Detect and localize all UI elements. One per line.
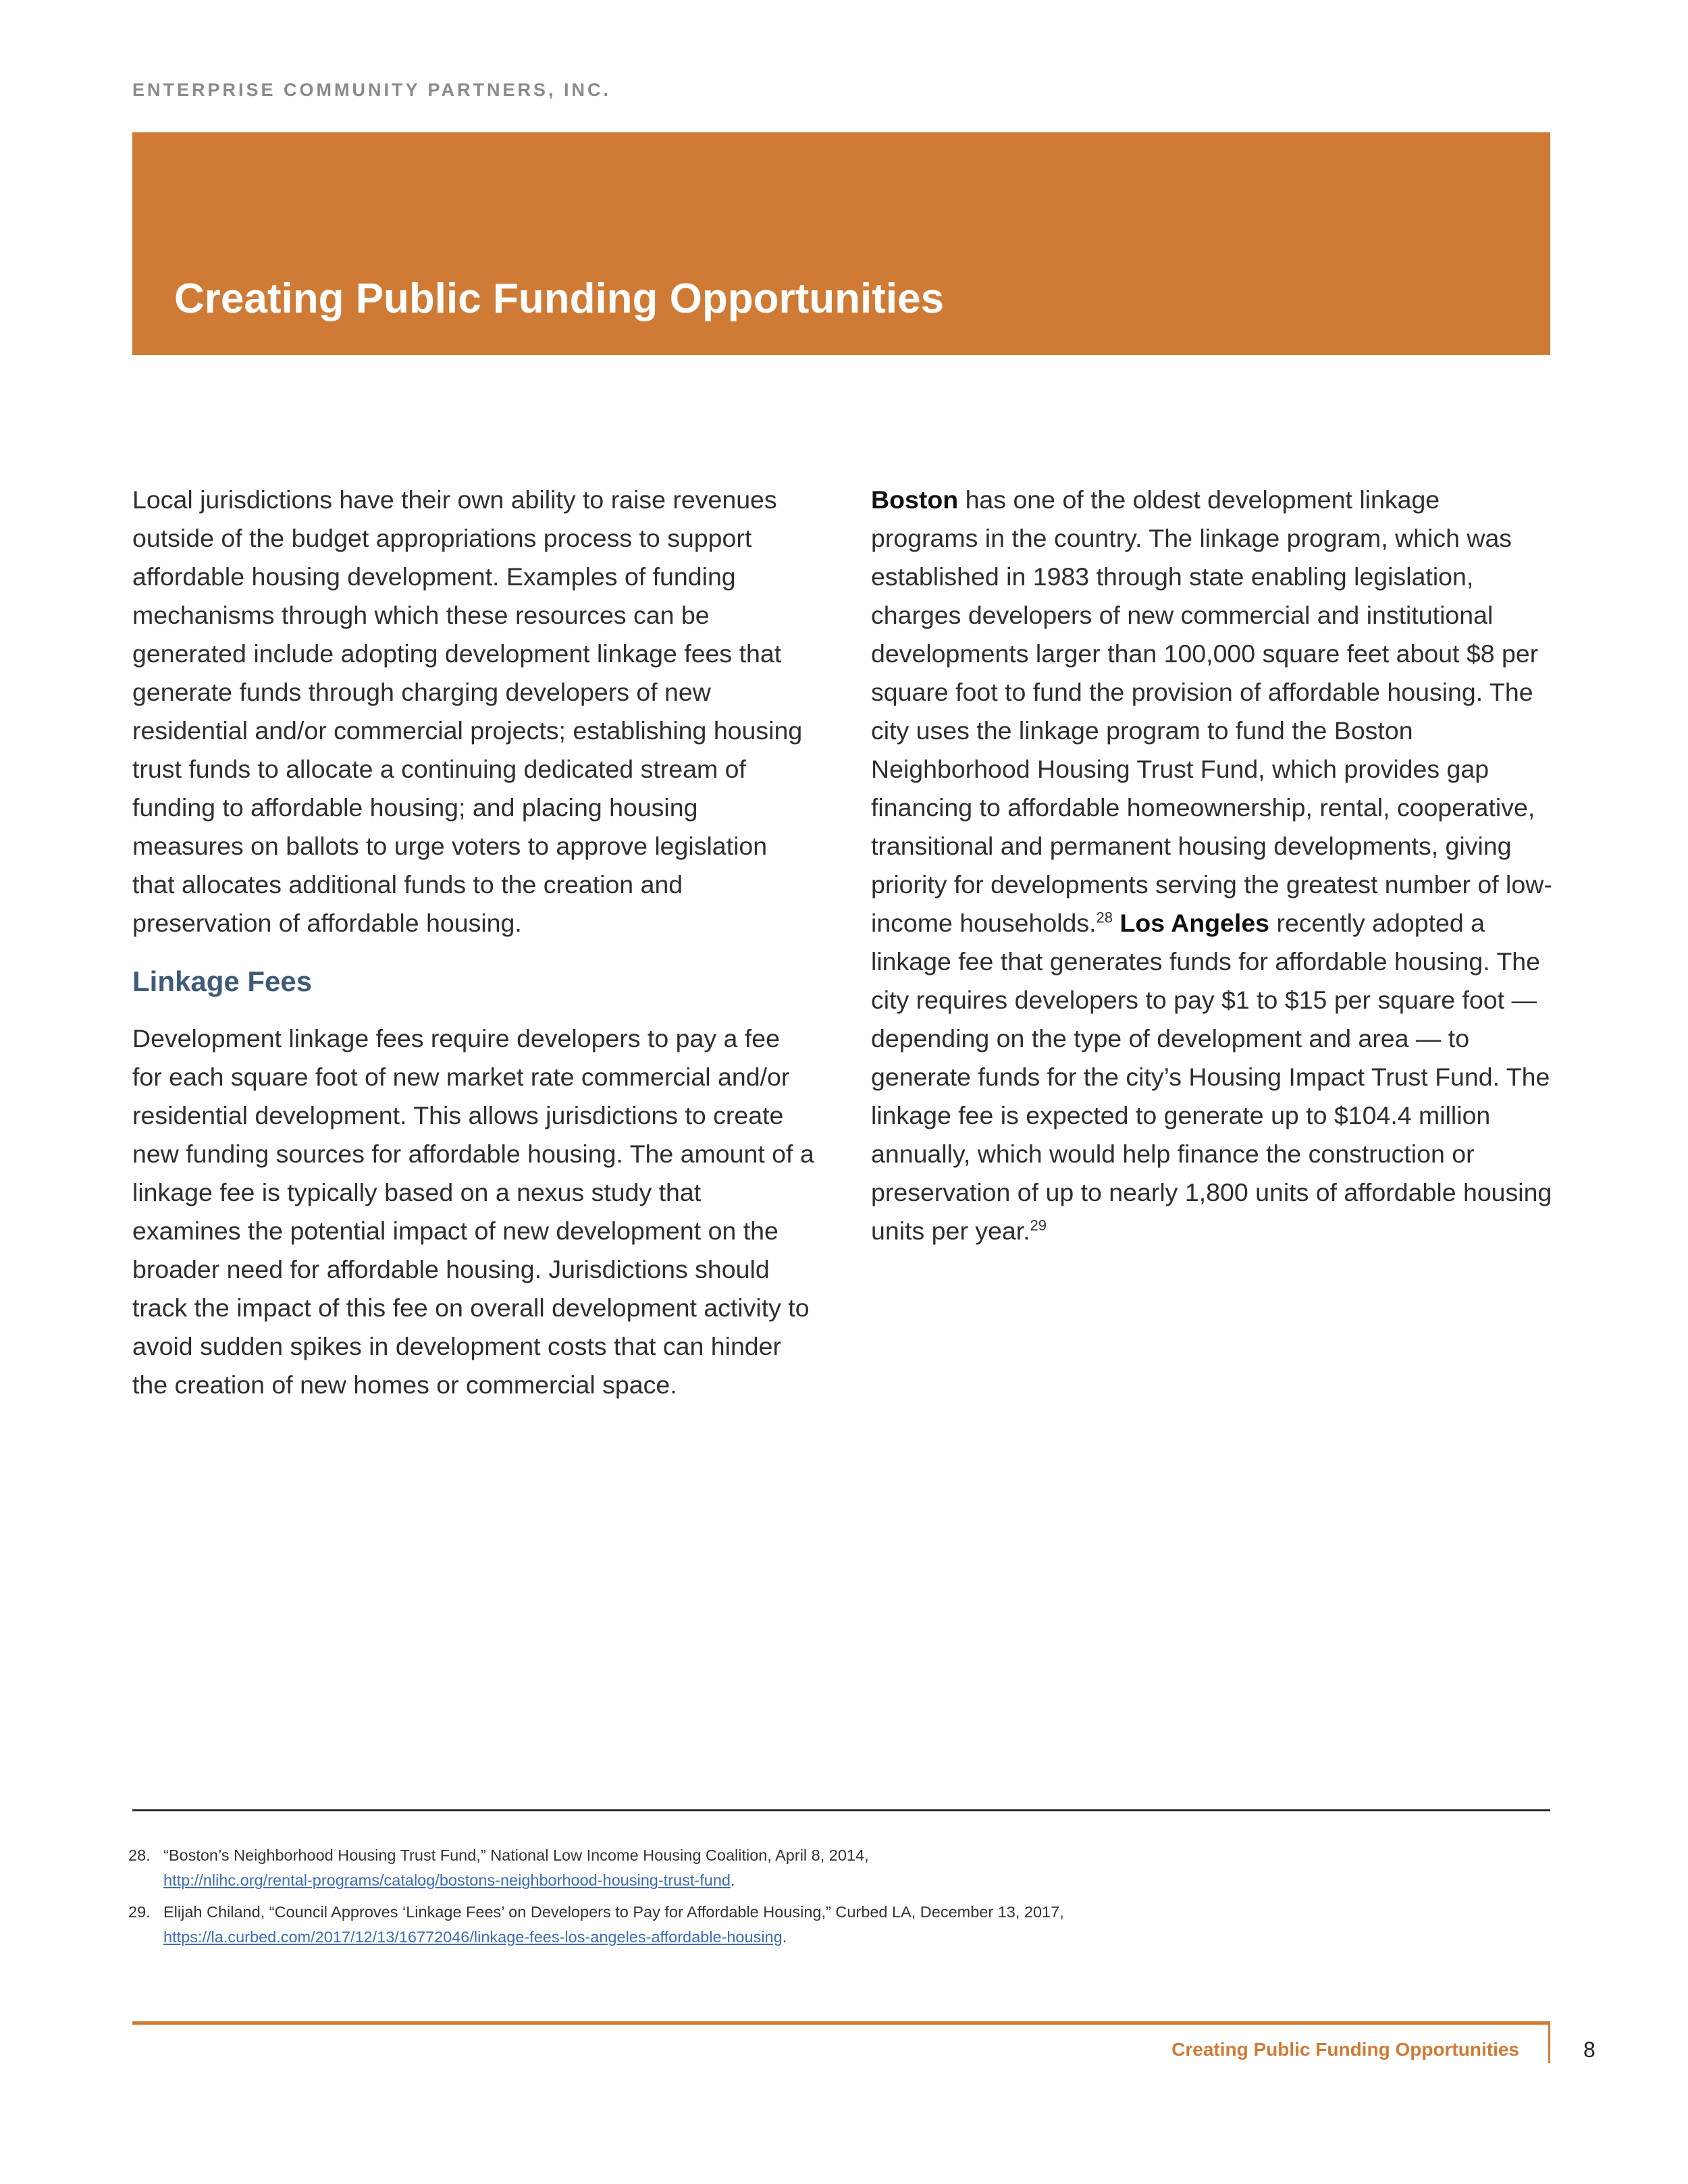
footnote-28 bbox=[128, 1843, 1546, 1893]
footnote-29 bbox=[128, 1900, 1546, 1950]
left-column bbox=[132, 481, 814, 1426]
footnote-link[interactable]: http://nlihc.org/rental-programs/catalog/bostons-neighborhood-housing-trust-fund bbox=[163, 1871, 731, 1889]
footer-divider-tick bbox=[1548, 2021, 1550, 2063]
footnote-number: 29. bbox=[128, 1903, 151, 1921]
section-heading-linkage-fees: Linkage Fees bbox=[132, 965, 313, 997]
los-angeles-text: recently adopted a linkage fee that generates funds for affordable housing. The city requires developers to pay $1 to $15 per square foot — depending on the type of development and area — to generate funds for the city’s Housing Impact Trust Fund. The linkage fee is expected to generate up to $104.4 million annually, which would help finance the construction or preservation of up to nearly 1,800 units of affordable housing units per year. bbox=[871, 909, 1552, 1245]
footnote-link[interactable]: https://la.curbed.com/2017/12/13/16772046/linkage-fees-los-angeles-affordable-housing bbox=[163, 1928, 783, 1946]
city-name-los-angeles: Los Angeles bbox=[1119, 909, 1270, 937]
footnote-ref-28[interactable]: 28 bbox=[1096, 909, 1113, 926]
footnote-text: Elijah Chiland, “Council Approves ‘Linkage Fees’ on Developers to Pay for Affordable Housing,” Curbed LA, December 13, 2017, bbox=[163, 1903, 1064, 1921]
footnote-period: . bbox=[730, 1871, 735, 1889]
city-examples-paragraph bbox=[871, 481, 1553, 1250]
footnote-text: “Boston’s Neighborhood Housing Trust Fund,” National Low Income Housing Coalition, April 8, 2014, bbox=[163, 1846, 869, 1864]
footnote-ref-29[interactable]: 29 bbox=[1030, 1217, 1047, 1234]
footnotes bbox=[128, 1843, 1546, 1956]
organization-name: ENTERPRISE COMMUNITY PARTNERS, INC. bbox=[132, 80, 612, 100]
footnote-number: 28. bbox=[128, 1846, 151, 1864]
footnote-period: . bbox=[782, 1928, 787, 1946]
title-banner bbox=[132, 132, 1550, 355]
footer-section-title: Creating Public Funding Opportunities bbox=[1171, 2039, 1519, 2060]
footer-divider bbox=[132, 2021, 1550, 2025]
right-column bbox=[871, 481, 1553, 1272]
boston-text: has one of the oldest development linkage programs in the country. The linkage program, which was established in 1983 through state enabling legislation, charges developers of new commercial and institutional developments larger than 100,000 square feet about $8 per square foot to fund the provision of affordable housing. The city uses the linkage program to fund the Boston Neighborhood Housing Trust Fund, which provides gap financing to affordable homeownership, rental, cooperative, transitional and permanent housing developments, giving priority for developments serving the greatest number of low-income households. bbox=[871, 485, 1552, 937]
page-title: Creating Public Funding Opportunities bbox=[174, 275, 945, 322]
city-name-boston: Boston bbox=[871, 485, 959, 514]
intro-paragraph: Local jurisdictions have their own ability to raise revenues outside of the budget appropriations process to support affordable housing development. Examples of funding mechanisms through which these resources can be generated include adopting development linkage fees that generate funds through charging developers of new residential and/or commercial projects; establishing housing trust funds to allocate a continuing dedicated stream of funding to affordable housing; and placing housing measures on ballots to urge voters to approve legislation that allocates additional funds to the creation and preservation of affordable housing. bbox=[132, 485, 803, 937]
page-number: 8 bbox=[1583, 2037, 1595, 2062]
linkage-fees-paragraph: Development linkage fees require developers to pay a fee for each square foot of new market rate commercial and/or residential development. This allows jurisdictions to create new funding sources for affordable housing. The amount of a linkage fee is typically based on a nexus study that examines the potential impact of new development on the broader need for affordable housing. Jurisdictions should track the impact of this fee on overall development activity to avoid sudden spikes in development costs that can hinder the creation of new homes or commercial space. bbox=[132, 1024, 814, 1399]
footnote-divider bbox=[132, 1809, 1550, 1811]
